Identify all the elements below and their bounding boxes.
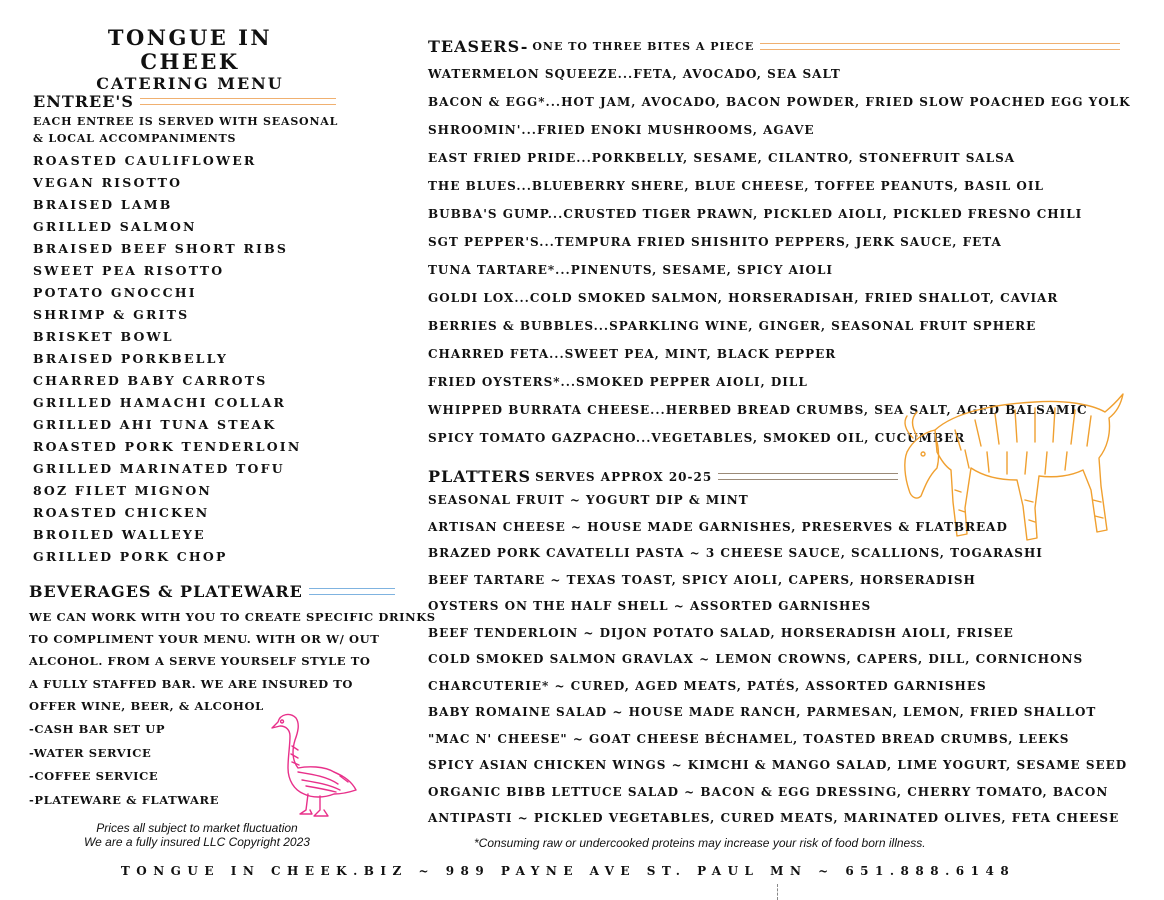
entree-item: BROILED WALLEYE (33, 527, 206, 542)
menu-title-block (60, 26, 320, 94)
beverage-service-item: -COFFEE SERVICE (29, 769, 159, 784)
platter-item: CHARCUTERIE* ~ CURED, AGED MEATS, PATÉS, ASSORTED GARNISHES (428, 678, 987, 693)
beverages-body-line: TO COMPLIMENT YOUR MENU. WITH OR W/ OUT (29, 632, 380, 647)
platter-item: ANTIPASTI ~ PICKLED VEGETABLES, CURED MEATS, MARINATED OLIVES, FETA CHEESE (428, 811, 1120, 825)
entree-item: BRAISED BEEF SHORT RIBS (33, 241, 289, 256)
teaser-item: CHARRED FETA...SWEET PEA, MINT, BLACK PEPPER (428, 347, 837, 361)
page-subtitle: CATERING MENU (96, 74, 284, 93)
teaser-item: GOLDI LOX...COLD SMOKED SALMON, HORSERADISAH, FRIED SHALLOT, CAVIAR (428, 291, 1059, 305)
page-title: TONGUE IN CHEEK (107, 25, 273, 74)
entree-item: POTATO GNOCCHI (33, 285, 197, 300)
beverages-divider (309, 588, 395, 595)
entree-item: SWEET PEA RISOTTO (33, 263, 225, 278)
consumption-warning: *Consuming raw or undercooked proteins may increase your risk of food born illness. (474, 836, 926, 850)
platters-subheading: SERVES APPROX 20-25 (535, 469, 713, 484)
platters-heading: PLATTERS (428, 467, 532, 486)
price-note: Prices all subject to market fluctuation (96, 821, 298, 835)
platter-item: SEASONAL FRUIT ~ YOGURT DIP & MINT (428, 493, 749, 507)
entree-item: GRILLED AHI TUNA STEAK (33, 417, 277, 432)
teaser-item: WATERMELON SQUEEZE...FETA, AVOCADO, SEA SALT (428, 67, 841, 81)
entrees-heading-row (33, 92, 336, 111)
entree-item: GRILLED HAMACHI COLLAR (33, 395, 287, 410)
beverages-body-line: ALCOHOL. FROM A SERVE YOURSELF STYLE TO (29, 654, 371, 669)
platter-item: BRAZED PORK CAVATELLI PASTA ~ 3 CHEESE SAUCE, SCALLIONS, TOGARASHI (428, 546, 1043, 560)
teaser-item: TUNA TARTARE*...PINENUTS, SESAME, SPICY AIOLI (428, 263, 834, 277)
teasers-divider (760, 43, 1120, 50)
entrees-description (33, 113, 338, 147)
beverages-body-line: WE CAN WORK WITH YOU TO CREATE SPECIFIC DRINKS (29, 610, 436, 624)
platters-heading-row (428, 467, 898, 486)
entree-item: BRAISED PORKBELLY (33, 351, 228, 366)
platter-item: ORGANIC BIBB LETTUCE SALAD ~ BACON & EGG DRESSING, CHERRY TOMATO, BACON (428, 784, 1109, 799)
entree-item: SHRIMP & GRITS (33, 307, 190, 322)
footer-contact: TONGUE IN CHEEK.BIZ ~ 989 PAYNE AVE ST. PAUL MN ~ 651.888.6148 (120, 864, 1016, 878)
teaser-item: THE BLUES...BLUEBERRY SHERE, BLUE CHEESE, TOFFEE PEANUTS, BASIL OIL (428, 179, 1044, 193)
platter-item: BABY ROMAINE SALAD ~ HOUSE MADE RANCH, PARMESAN, LEMON, FRIED SHALLOT (428, 705, 1097, 719)
beverages-body-line: OFFER WINE, BEER, & ALCOHOL (29, 698, 264, 713)
teaser-item: FRIED OYSTERS*...SMOKED PEPPER AIOLI, DILL (428, 375, 808, 389)
teasers-heading: TEASERS- (428, 37, 529, 56)
beverage-service-item: -CASH BAR SET UP (29, 722, 166, 737)
beverage-service-item: -WATER SERVICE (29, 745, 152, 760)
teaser-item: WHIPPED BURRATA CHEESE...HERBED BREAD CRUMBS, SEA SALT, AGED BALSAMIC (428, 403, 1088, 417)
copyright-note: We are a fully insured LLC Copyright 2023 (84, 835, 310, 849)
teaser-item: SHROOMIN'...FRIED ENOKI MUSHROOMS, AGAVE (428, 123, 815, 137)
goose-illustration (268, 710, 360, 822)
entree-item: CHARRED BABY CARROTS (33, 373, 268, 388)
entree-item: GRILLED SALMON (33, 219, 197, 234)
teasers-subheading: ONE TO THREE BITES A PIECE (532, 40, 755, 53)
teaser-item: BUBBA'S GUMP...CRUSTED TIGER PRAWN, PICKLED AIOLI, PICKLED FRESNO CHILI (428, 207, 1083, 221)
entrees-description-line: & LOCAL ACCOMPANIMENTS (33, 132, 237, 145)
platter-item: "MAC N' CHEESE" ~ GOAT CHEESE BÉCHAMEL, TOASTED BREAD CRUMBS, LEEKS (428, 731, 1070, 746)
entree-item: BRAISED LAMB (33, 197, 173, 212)
platter-list (428, 487, 1127, 832)
entrees-description-line: EACH ENTREE IS SERVED WITH SEASONAL (33, 115, 339, 128)
entrees-divider (140, 98, 336, 105)
entree-item: ROASTED PORK TENDERLOIN (33, 439, 302, 454)
platter-item: COLD SMOKED SALMON GRAVLAX ~ LEMON CROWNS, CAPERS, DILL, CORNICHONS (428, 652, 1084, 666)
platters-divider (718, 473, 898, 480)
footer-divider-mark (777, 884, 779, 900)
platter-item: BEEF TENDERLOIN ~ DIJON POTATO SALAD, HORSERADISH AIOLI, FRISEE (428, 625, 1014, 640)
beverages-body-line: A FULLY STAFFED BAR. WE ARE INSURED TO (29, 676, 354, 691)
entree-item: ROASTED CHICKEN (33, 505, 210, 520)
entree-item: ROASTED CAULIFLOWER (33, 153, 257, 168)
teaser-item: EAST FRIED PRIDE...PORKBELLY, SESAME, CILANTRO, STONEFRUIT SALSA (428, 151, 1016, 165)
platter-item: SPICY ASIAN CHICKEN WINGS ~ KIMCHI & MANGO SALAD, LIME YOGURT, SESAME SEED (428, 758, 1128, 772)
entree-item: GRILLED MARINATED TOFU (33, 461, 285, 476)
platter-item: OYSTERS ON THE HALF SHELL ~ ASSORTED GARNISHES (428, 599, 872, 613)
entree-item: BRISKET BOWL (33, 329, 174, 344)
teasers-heading-row (428, 37, 1120, 56)
entrees-heading: ENTREE'S (33, 92, 134, 111)
beverages-heading: BEVERAGES & PLATEWARE (29, 582, 303, 601)
entree-item: 8OZ FILET MIGNON (33, 483, 213, 498)
entree-item: VEGAN RISOTTO (33, 175, 183, 190)
teaser-item: BACON & EGG*...HOT JAM, AVOCADO, BACON POWDER, FRIED SLOW POACHED EGG YOLK (428, 95, 1131, 109)
teaser-item: BERRIES & BUBBLES...SPARKLING WINE, GINGER, SEASONAL FRUIT SPHERE (428, 319, 1037, 333)
teaser-item: SGT PEPPER'S...TEMPURA FRIED SHISHITO PEPPERS, JERK SAUCE, FETA (428, 235, 1002, 249)
platter-item: BEEF TARTARE ~ TEXAS TOAST, SPICY AIOLI, CAPERS, HORSERADISH (428, 572, 976, 587)
entree-item: GRILLED PORK CHOP (33, 549, 228, 564)
platter-item: ARTISAN CHEESE ~ HOUSE MADE GARNISHES, PRESERVES & FLATBREAD (428, 519, 1008, 534)
entree-list (33, 150, 301, 568)
beverages-heading-row (29, 582, 395, 601)
teaser-item: SPICY TOMATO GAZPACHO...VEGETABLES, SMOKED OIL, CUCUMBER (428, 431, 966, 445)
beverage-service-item: -PLATEWARE & FLATWARE (29, 792, 220, 807)
disclaimer-notes (60, 821, 334, 849)
